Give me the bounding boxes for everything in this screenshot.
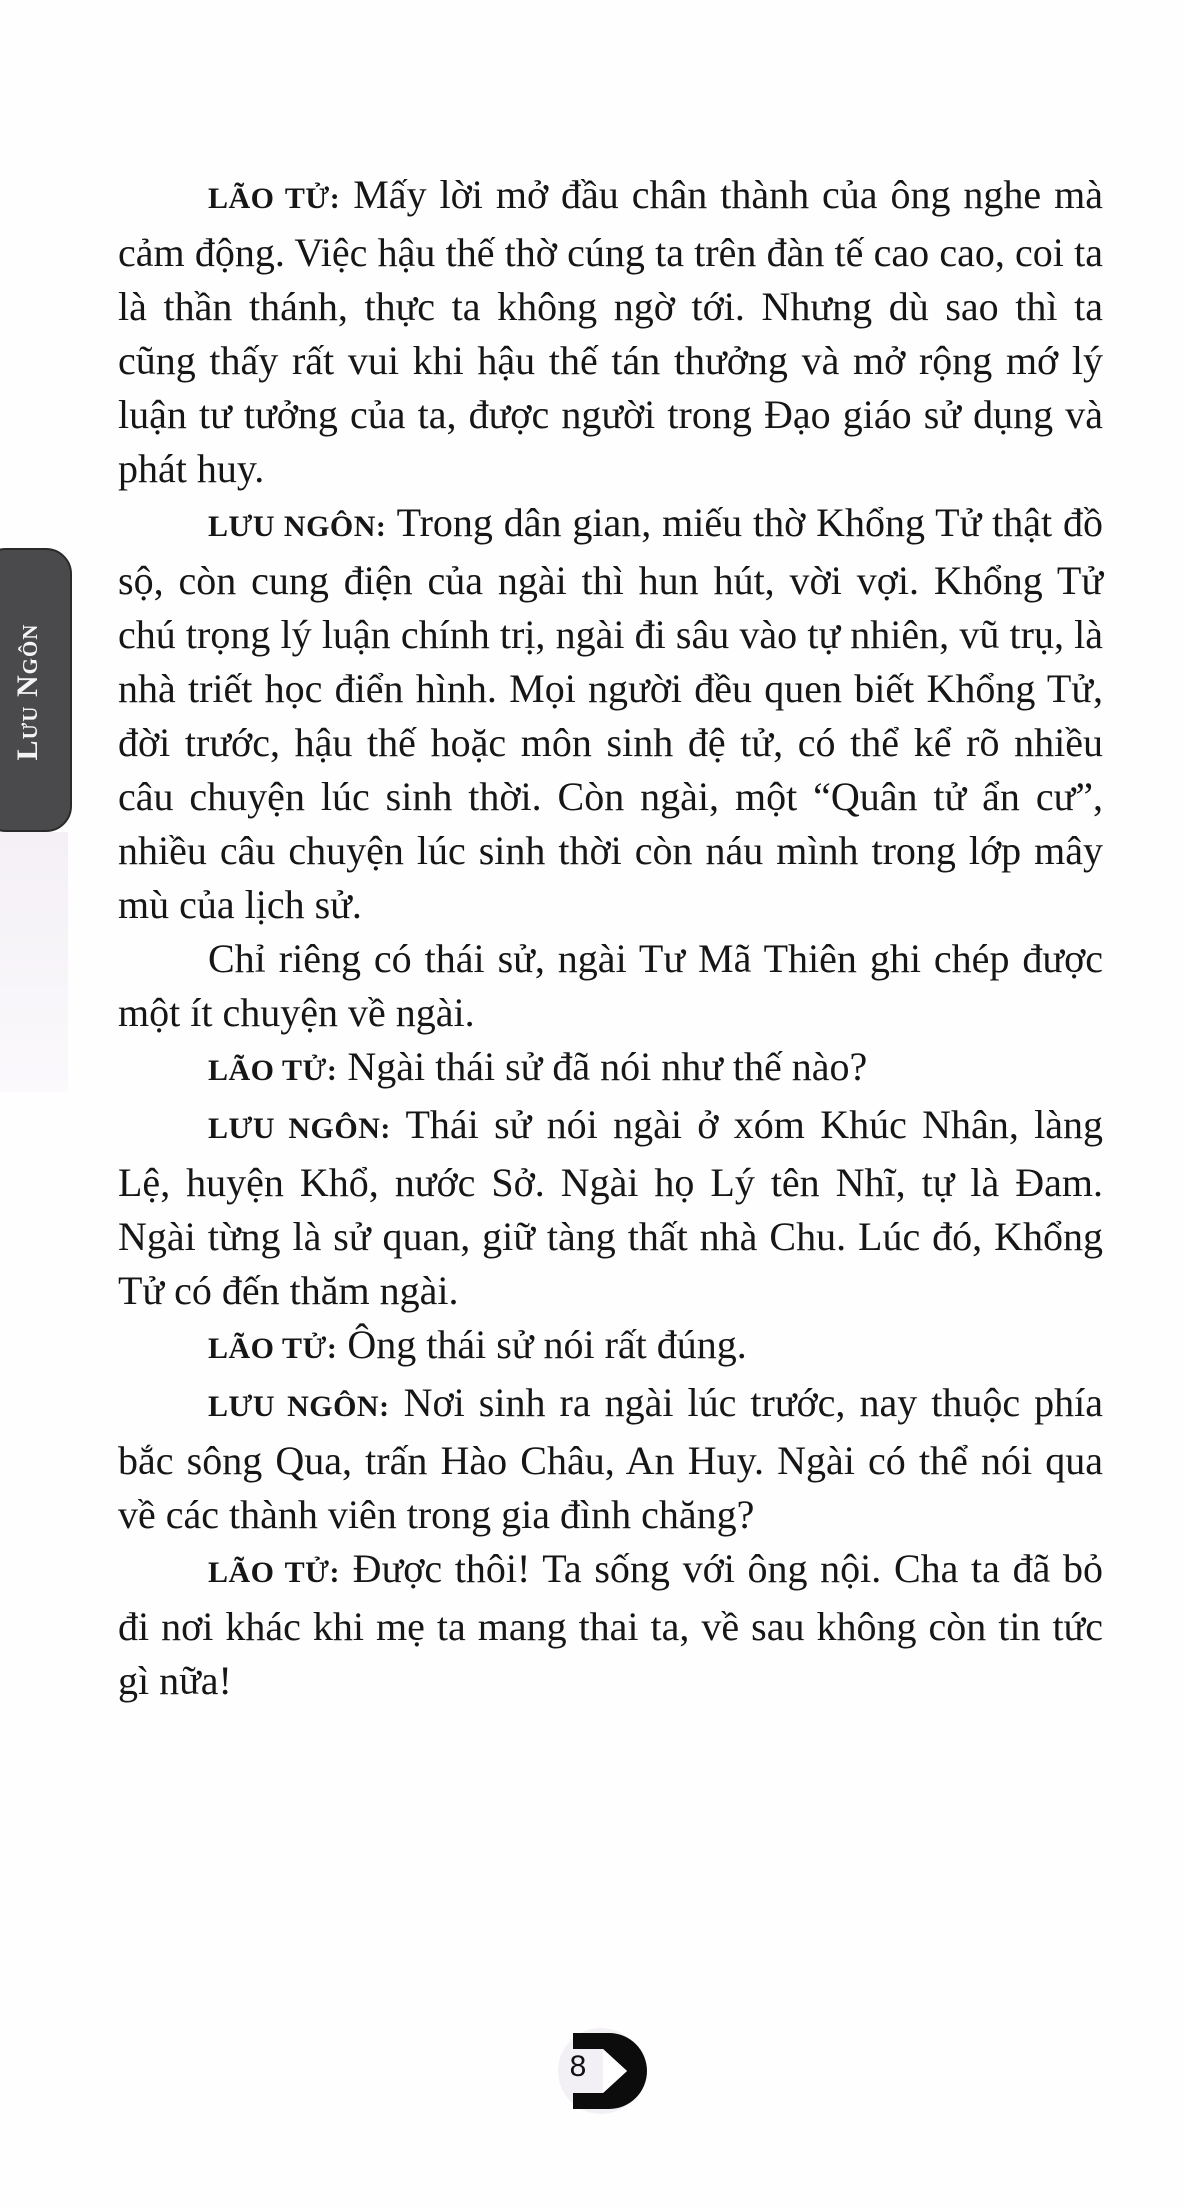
paragraph-text: Nơi sinh ra ngài lúc trước, nay thuộc phía bắc sông Qua, trấn Hào Châu, An Huy. Ngài có thể nói qua về các thành viên trong gia đình chăng? <box>118 1380 1103 1537</box>
speaker-label: LÃO TỬ: <box>208 1332 338 1365</box>
speaker-label: LÃO TỬ: <box>208 182 341 215</box>
chapter-side-tab-label: Lưu Ngôn <box>11 623 44 761</box>
speaker-label: LƯU NGÔN: <box>208 1112 391 1145</box>
dialogue-paragraph <box>118 168 1103 496</box>
dialogue-paragraph <box>118 1376 1103 1542</box>
paragraph-text: Thái sử nói ngài ở xóm Khúc Nhân, làng Lệ, huyện Khổ, nước Sở. Ngài họ Lý tên Nhĩ, tự là Đam. Ngài từng là sử quan, giữ tàng thất nhà Chu. Lúc đó, Khổng Tử có đến thăm ngài. <box>118 1102 1104 1313</box>
speaker-label: LƯU NGÔN: <box>208 510 387 543</box>
speaker-label: LÃO TỬ: <box>208 1054 338 1087</box>
speaker-label: LÃO TỬ: <box>208 1556 341 1589</box>
paragraph-text: Trong dân gian, miếu thờ Khổng Tử thật đồ sộ, còn cung điện của ngài thì hun hút, vời vợi. Khổng Tử chú trọng lý luận chính trị, ngài đi sâu vào tự nhiên, vũ trụ, là nhà triết học điển hình. Mọi người đều quen biết Khổng Tử, đời trước, hậu thế hoặc môn sinh đệ tử, có thể kể rõ nhiều câu chuyện lúc sinh thời. Còn ngài, một “Quân tử ẩn cư”, nhiều câu chuyện lúc sinh thời còn náu mình trong lớp mây mù của lịch sử. <box>118 500 1104 927</box>
dialogue-paragraph <box>118 1318 1103 1376</box>
chapter-side-tab <box>0 548 72 832</box>
paragraph-text: Ngài thái sử đã nói như thế nào? <box>337 1044 868 1089</box>
dialogue-paragraph <box>118 496 1103 932</box>
paragraph-text: Chỉ riêng có thái sử, ngài Tư Mã Thiên ghi chép được một ít chuyện về ngài. <box>118 936 1103 1035</box>
narration-paragraph <box>118 932 1103 1040</box>
speaker-label: LƯU NGÔN: <box>208 1390 390 1423</box>
body-text <box>118 168 1103 1708</box>
dialogue-paragraph <box>118 1040 1103 1098</box>
page-number: 8 <box>569 2050 587 2083</box>
dialogue-paragraph <box>118 1542 1103 1708</box>
paragraph-text: Mấy lời mở đầu chân thành của ông nghe mà cảm động. Việc hậu thế thờ cúng ta trên đàn tế cao cao, coi ta là thần thánh, thực ta không ngờ tới. Nhưng dù sao thì ta cũng thấy rất vui khi hậu thế tán thưởng và mở rộng mớ lý luận tư tưởng của ta, được người trong Đạo giáo sử dụng và phát huy. <box>118 172 1103 491</box>
paragraph-text: Ông thái sử nói rất đúng. <box>337 1322 747 1367</box>
dialogue-paragraph <box>118 1098 1103 1318</box>
side-margin-tint <box>0 832 68 1092</box>
paragraph-text: Được thôi! Ta sống với ông nội. Cha ta đã bỏ đi nơi khác khi mẹ ta mang thai ta, về sau không còn tin tức gì nữa! <box>118 1546 1103 1703</box>
